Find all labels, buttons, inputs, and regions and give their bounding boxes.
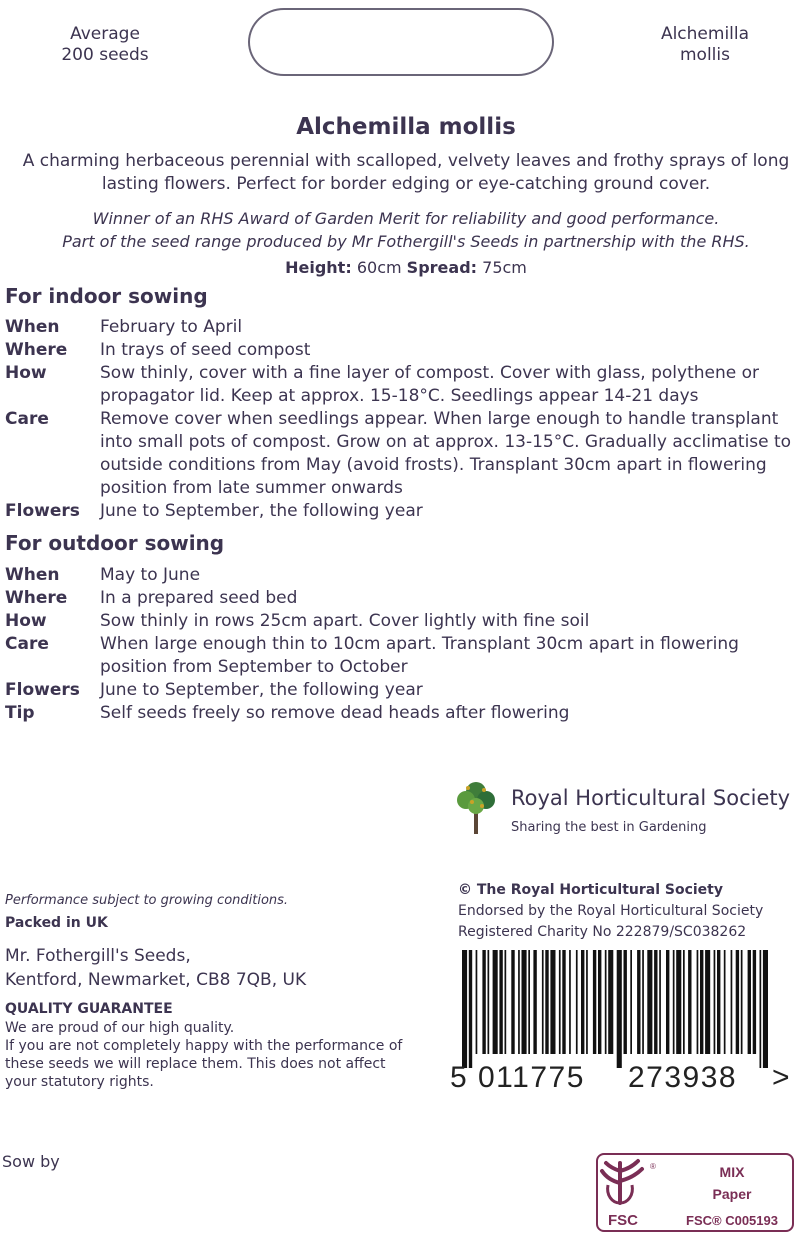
fsc-code: FSC® C005193 xyxy=(686,1213,778,1228)
barcode-bar xyxy=(576,950,578,1054)
seed-count xyxy=(40,24,170,66)
tree-icon xyxy=(454,776,498,836)
variety-line2: mollis xyxy=(680,45,730,65)
barcode-bar xyxy=(654,950,657,1054)
barcode-bar xyxy=(748,950,751,1054)
packed-in: Packed in UK xyxy=(5,915,108,931)
barcode-bar xyxy=(499,950,502,1054)
barcode-bar xyxy=(705,950,710,1054)
height-label: Height: xyxy=(285,258,352,277)
row-label: How xyxy=(5,363,47,383)
barcode-bar xyxy=(642,950,644,1054)
address-line1: Mr. Fothergill's Seeds, xyxy=(5,946,191,966)
barcode-bar xyxy=(637,950,640,1054)
performance-note: Performance subject to growing conditions. xyxy=(5,893,289,908)
barcode-bar xyxy=(550,950,555,1054)
barcode-bar xyxy=(717,950,720,1054)
barcode-right-digits: 273938 xyxy=(628,1061,738,1094)
barcode-bar xyxy=(488,950,490,1054)
barcode-bar xyxy=(569,950,571,1054)
variety-name xyxy=(630,24,780,66)
spread-label: Spread: xyxy=(406,258,478,277)
barcode-bar xyxy=(688,950,691,1054)
award-line1: Winner of an RHS Award of Garden Merit for reliability and good performance. xyxy=(92,209,720,228)
barcode-bar xyxy=(598,950,601,1054)
indoor-row xyxy=(5,362,800,408)
barcode-bar xyxy=(741,950,743,1054)
barcode-bar xyxy=(697,950,699,1054)
row-label: Care xyxy=(5,634,49,654)
barcode-left-digits: 011775 xyxy=(478,1061,585,1094)
outdoor-row xyxy=(5,564,800,587)
row-label: Flowers xyxy=(5,680,80,700)
barcode-bar xyxy=(676,950,681,1054)
product-description xyxy=(0,150,800,196)
quality-guarantee-title: QUALITY GUARANTEE xyxy=(5,1001,173,1017)
barcode-bar xyxy=(518,950,520,1054)
row-label: Tip xyxy=(5,703,35,723)
barcode-bar xyxy=(581,950,584,1054)
row-value: Remove cover when seedlings appear. When large enough to handle transplant into small pots of compost. Grow on at approx. 13-15°C. Gradually acclimatise to outside conditions from May (avoid frosts). Transplant 30cm apart in flowering position from late summer onwards xyxy=(100,409,792,498)
barcode xyxy=(450,950,795,1095)
hang-slot xyxy=(248,8,554,76)
indoor-row xyxy=(5,500,800,523)
product-title: Alchemilla mollis xyxy=(296,114,516,140)
barcode-bar xyxy=(493,950,498,1054)
endorsed: Endorsed by the Royal Horticultural Society xyxy=(458,903,764,919)
indoor-row xyxy=(5,316,800,339)
barcode-bar xyxy=(673,950,675,1054)
barcode-bar xyxy=(714,950,716,1054)
barcode-bar xyxy=(586,950,588,1054)
outdoor-row xyxy=(5,610,800,633)
barcode-bar xyxy=(593,950,596,1054)
indoor-row xyxy=(5,339,800,362)
barcode-bar xyxy=(562,950,565,1054)
row-label: Care xyxy=(5,409,49,429)
row-label: Flowers xyxy=(5,501,80,521)
row-label: When xyxy=(5,317,60,337)
barcode-bar xyxy=(736,950,739,1054)
row-label: Where xyxy=(5,588,68,608)
outdoor-sowing-rows xyxy=(5,564,800,725)
row-value: June to September, the following year xyxy=(100,680,423,700)
barcode-bar xyxy=(753,950,756,1054)
row-value: In trays of seed compost xyxy=(100,340,311,360)
barcode-bar xyxy=(731,950,733,1054)
seed-count-line1: Average xyxy=(70,24,140,44)
barcode-first-digit: 5 xyxy=(450,1061,467,1094)
barcode-bar xyxy=(476,950,478,1054)
plant-dimensions xyxy=(0,258,800,277)
row-value: Sow thinly in rows 25cm apart. Cover lightly with fine soil xyxy=(100,611,590,631)
svg-text:®: ® xyxy=(650,1162,656,1171)
barcode-bar xyxy=(659,950,661,1054)
barcode-bar xyxy=(760,950,762,1068)
barcode-bar xyxy=(505,950,507,1054)
rhs-name: Royal Horticultural Society xyxy=(511,786,791,810)
row-value: In a prepared seed bed xyxy=(100,588,298,608)
fsc-logo xyxy=(598,1155,792,1230)
barcode-bar xyxy=(763,950,768,1068)
outdoor-row xyxy=(5,587,800,610)
award-text xyxy=(0,207,800,253)
award-line2: Part of the seed range produced by Mr Fothergill's Seeds in partnership with the RHS. xyxy=(62,232,750,251)
barcode-bar xyxy=(559,950,561,1054)
indoor-sowing-rows xyxy=(5,316,800,523)
rhs-copyright-block xyxy=(458,880,763,943)
barcode-bar xyxy=(624,950,627,1054)
row-value: Self seeds freely so remove dead heads after flowering xyxy=(100,703,570,723)
barcode-bar xyxy=(630,950,632,1054)
barcode-arrow: > xyxy=(772,1061,790,1094)
variety-line1: Alchemilla xyxy=(660,24,750,44)
description-line1: A charming herbaceous perennial with scalloped, velvety leaves and frothy sprays of long xyxy=(22,151,790,171)
fsc-badge xyxy=(596,1153,794,1232)
spread-value: 75cm xyxy=(482,258,527,277)
barcode-bar xyxy=(647,950,652,1054)
seed-count-line2: 200 seeds xyxy=(61,45,149,65)
rhs-tagline: Sharing the best in Gardening xyxy=(511,820,707,835)
description-line2: lasting flowers. Perfect for border edging or eye-catching ground cover. xyxy=(101,174,711,194)
row-value: Sow thinly, cover with a fine layer of compost. Cover with glass, polythene or propagator lid. Keep at approx. 15-18°C. Seedlings appear 14-21 days xyxy=(100,363,760,406)
outdoor-row xyxy=(5,633,800,679)
indoor-row xyxy=(5,408,800,500)
barcode-bar xyxy=(683,950,685,1054)
barcode-bar xyxy=(545,950,548,1054)
row-value: When large enough thin to 10cm apart. Transplant 30cm apart in flowering position from September to October xyxy=(100,634,739,677)
quality-line2: If you are not completely happy with the performance of these seeds we will replace them. This does not affect your statutory rights. xyxy=(5,1038,403,1090)
sow-by: Sow by xyxy=(2,1152,60,1171)
barcode-bar xyxy=(617,950,622,1068)
fsc-brand: FSC xyxy=(608,1212,638,1229)
copyright: © The Royal Horticultural Society xyxy=(458,882,723,898)
barcode-bar xyxy=(724,950,726,1054)
row-label: When xyxy=(5,565,60,585)
fsc-mix: MIX xyxy=(719,1164,745,1180)
outdoor-row xyxy=(5,702,800,725)
barcode-bar xyxy=(462,950,467,1068)
barcode-bar xyxy=(482,950,485,1054)
barcode-bar xyxy=(542,950,544,1054)
barcode-bar xyxy=(533,950,536,1054)
row-label: Where xyxy=(5,340,68,360)
barcode-bar xyxy=(511,950,514,1054)
fsc-paper: Paper xyxy=(712,1186,752,1202)
outdoor-sowing-title: For outdoor sowing xyxy=(5,531,225,555)
barcode-bar xyxy=(605,950,607,1054)
row-value: May to June xyxy=(100,565,201,585)
quality-guarantee-text xyxy=(5,1019,415,1091)
barcode-bars xyxy=(462,950,768,1068)
row-value: June to September, the following year xyxy=(100,501,423,521)
barcode-bar xyxy=(522,950,527,1054)
charity-number: Registered Charity No 222879/SC038262 xyxy=(458,924,747,940)
row-value: February to April xyxy=(100,317,243,337)
height-value: 60cm xyxy=(356,258,402,277)
barcode-bar xyxy=(608,950,613,1054)
address-line2: Kentford, Newmarket, CB8 7QB, UK xyxy=(5,970,307,990)
company-address xyxy=(5,944,306,992)
row-label: How xyxy=(5,611,47,631)
indoor-sowing-title: For indoor sowing xyxy=(5,284,208,308)
quality-line1: We are proud of our high quality. xyxy=(5,1020,235,1036)
rhs-logo xyxy=(454,776,794,840)
barcode-bar xyxy=(666,950,669,1054)
outdoor-row xyxy=(5,679,800,702)
barcode-bar xyxy=(700,950,703,1054)
barcode-bar xyxy=(469,950,472,1068)
barcode-bar xyxy=(528,950,530,1054)
